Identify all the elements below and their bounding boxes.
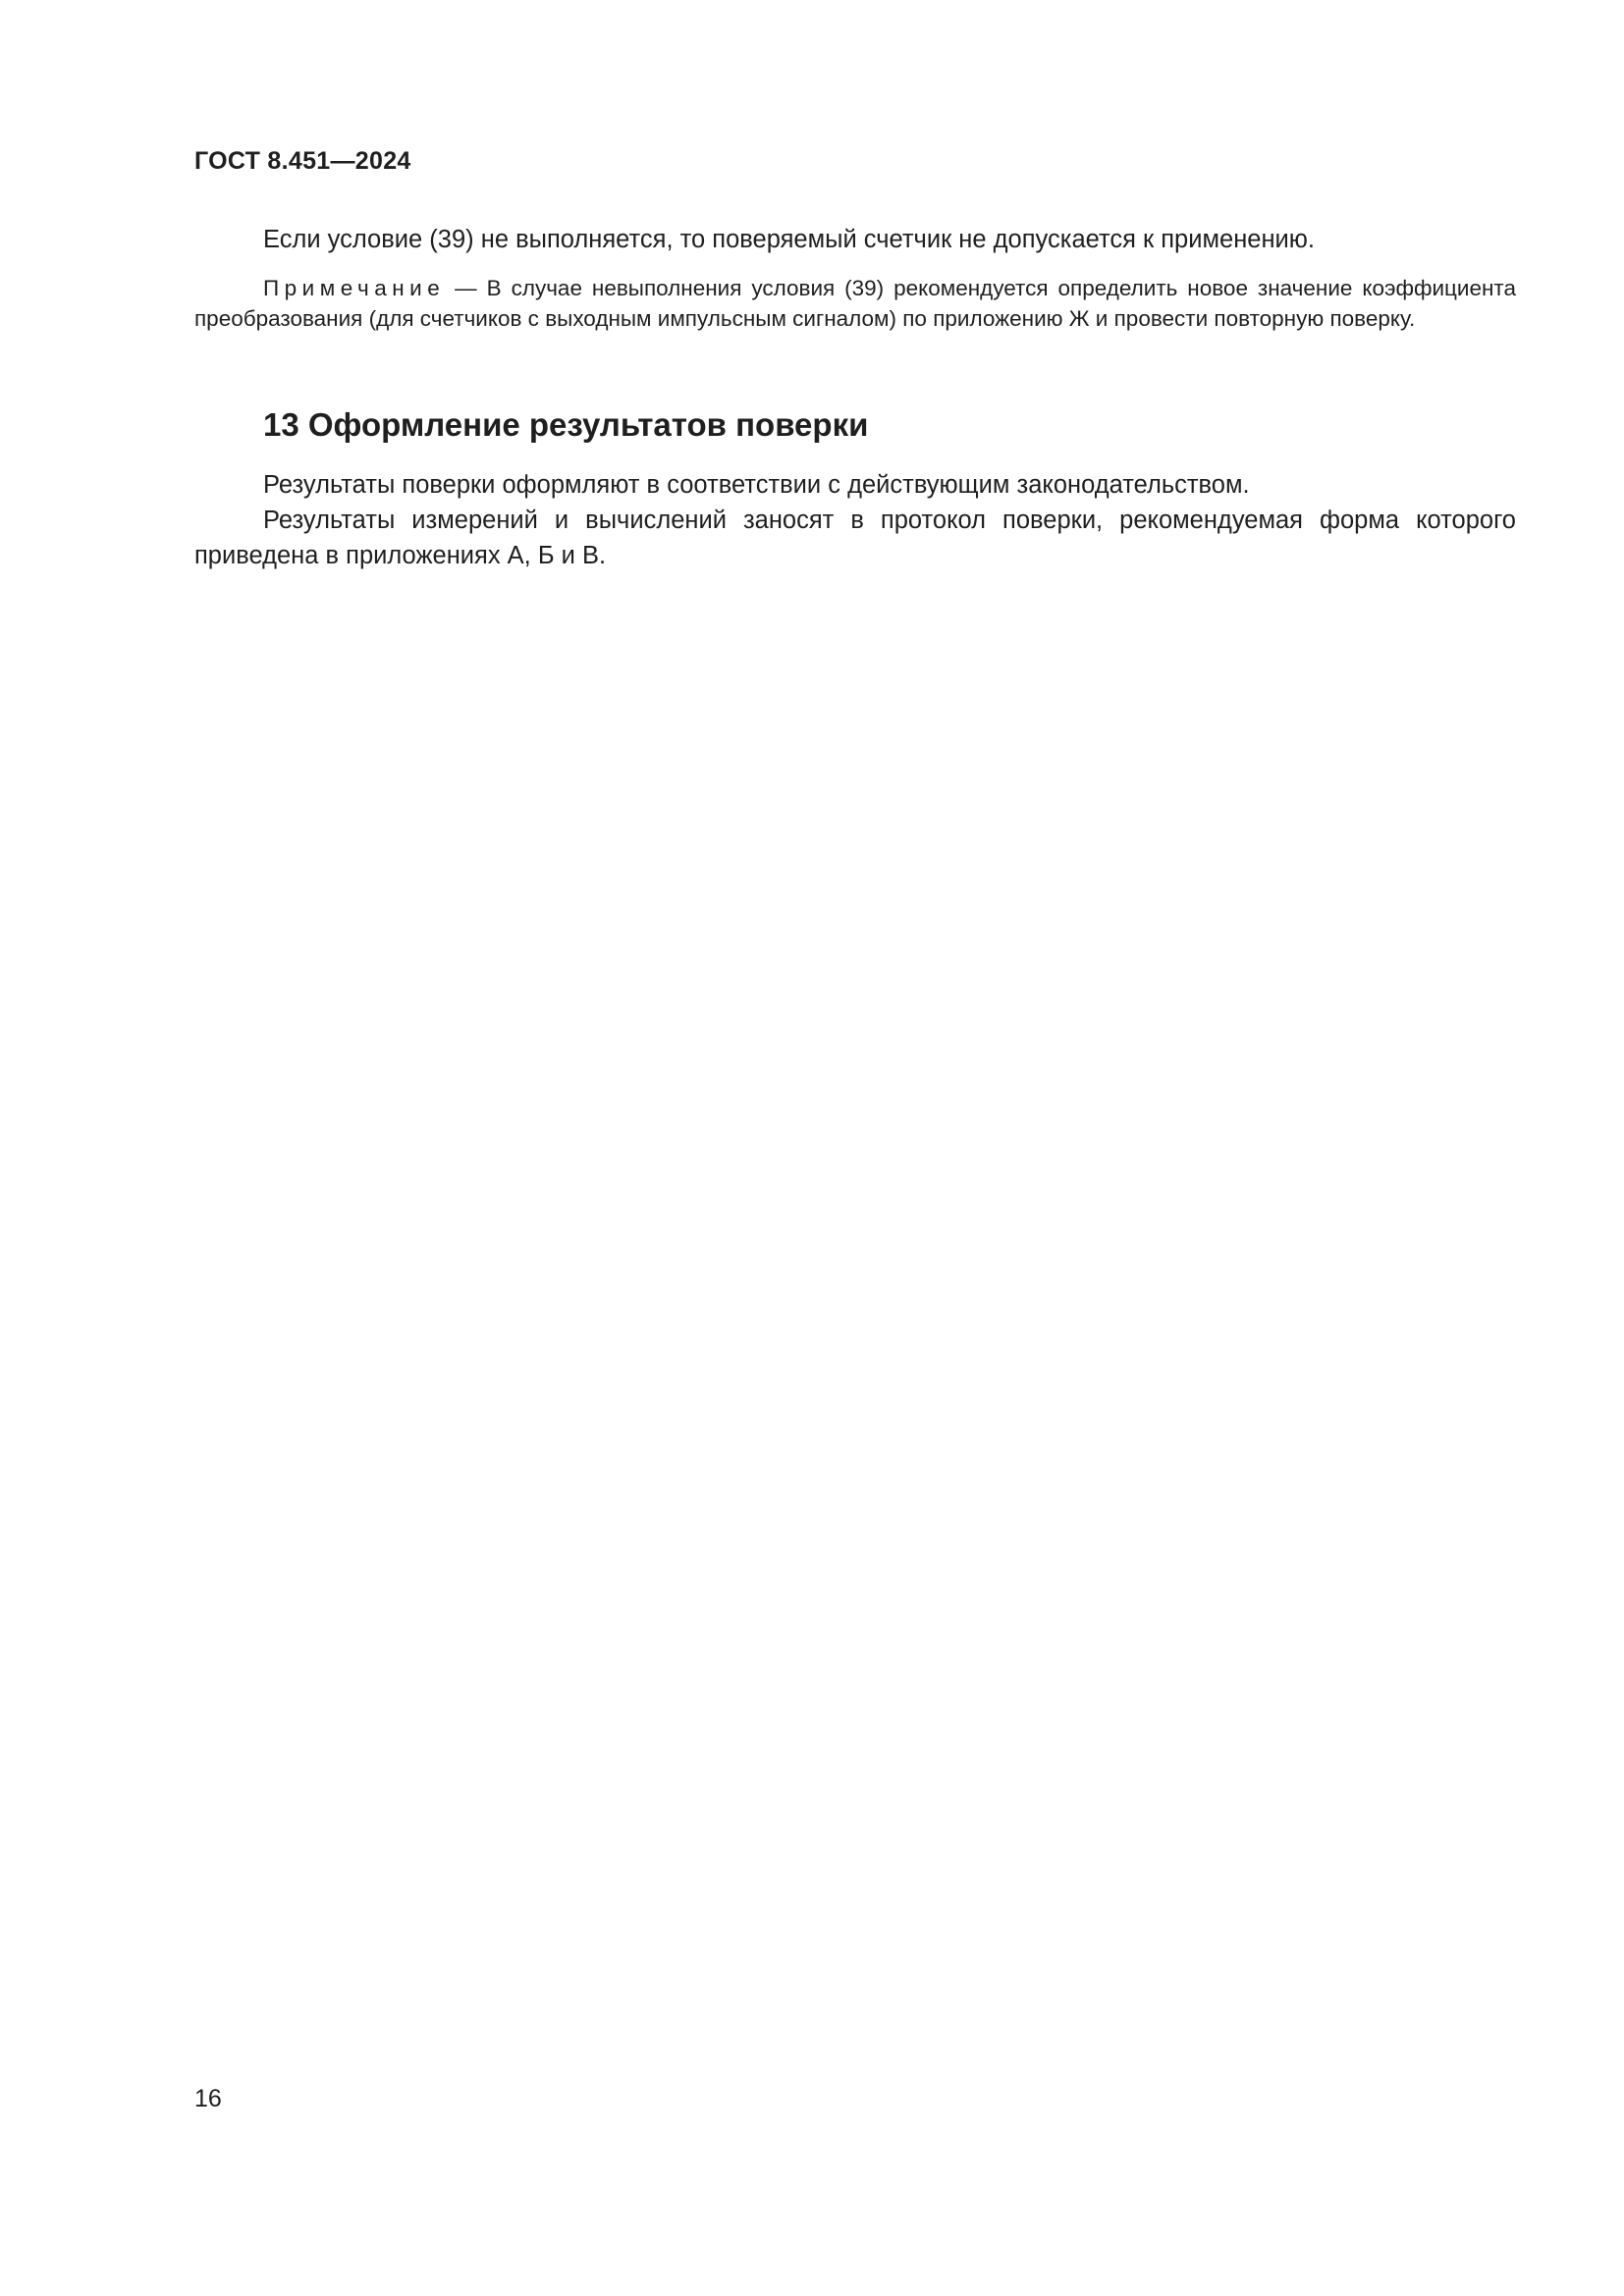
- note-paragraph: [194, 273, 1516, 334]
- page-number: 16: [194, 2085, 222, 2112]
- note-text: — В случае невыполнения условия (39) рекомендуется определить новое значение коэффициента преобразования (для счетчиков с выходным импульсным сигналом) по приложению Ж и провести повторную поверку.: [194, 276, 1516, 331]
- document-code-header: ГОСТ 8.451—2024: [194, 147, 411, 175]
- condition-paragraph: Если условие (39) не выполняется, то поверяемый счетчик не допускается к применению.: [263, 226, 1315, 253]
- results-paragraph-1: Результаты поверки оформляют в соответствии с действующим законодательством.: [263, 471, 1250, 499]
- section-title: 13 Оформление результатов поверки: [263, 406, 869, 443]
- note-label: Примечание: [263, 276, 446, 300]
- results-paragraph-2: Результаты измерений и вычислений заносят в протокол поверки, рекомендуемая форма которого приведена в приложениях А, Б и В.: [194, 507, 1516, 569]
